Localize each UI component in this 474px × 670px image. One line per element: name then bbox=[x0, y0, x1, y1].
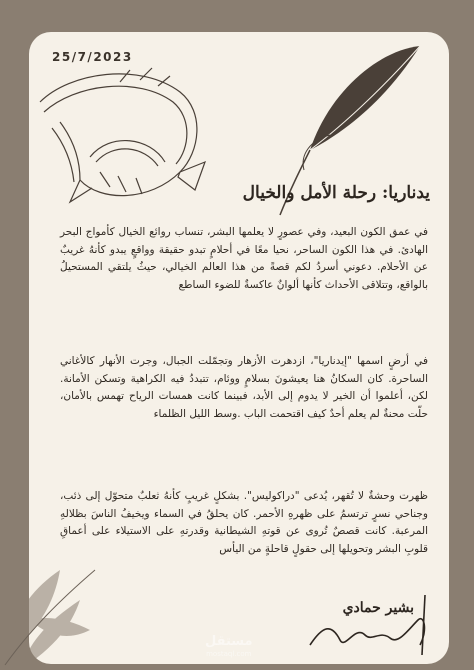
paragraph-2: في أرضٍ اسمها "إيدناريا"، ازدهرت الأزهار وتجمّلت الجبال، وجرت الأنهار كالأغاني الساحرة. كان السكانُ هنا يعيشونَ بسلامٍ ووئام، تتبددُ فيه الكراهية وتسكن الأمانة. لكن، أعلموا أن الخير لا يدوم إلى الأبد، فبينما كانت همسات الرياح تهمس بالأمان، حلّت محنةٌ لم يعلم أحدٌ كيف اقتحمت الباب .وسط الليل الظلماء bbox=[60, 355, 428, 420]
paragraph-3: ظهرت وحشةٌ لا تُقهر، يُدعى "دراكوليس". بشكلٍ غريبٍ كأنهُ ثعلبٌ متحوّل إلى ذئب، وجناحي نسرٍ ترتسمُ على ظهرهِ الأحمر. كان يحلقُ في السماء ويخيفُ الناسَ بظلالهِ المرعبة. كانت قصصٌ تُروى عن قوتهِ الشيطانية وقدرتهِ على الاستيلاء على أعماقِ قلوبِ البشر وتحويلها إلى حقولٍ قاحلةٍ من اليأس bbox=[60, 490, 428, 555]
dove-illustration bbox=[30, 62, 230, 212]
watermark-text: مستقل bbox=[205, 634, 253, 649]
leaf-branch-illustration bbox=[0, 540, 100, 670]
author-name: بشير حمادي bbox=[342, 600, 414, 616]
watermark-logo bbox=[205, 636, 253, 660]
document-title: يدناريا: رحلة الأمل والخيال bbox=[242, 183, 430, 203]
document-date: 25/7/2023 bbox=[52, 50, 133, 64]
handwritten-signature bbox=[300, 590, 440, 660]
paragraph-1: في عمق الكون البعيد، وفي عصورٍ لا يعلمها البشر، تنساب روائع الخيال كأمواج البحر الهادئ. في هذا الكون الساحر، نحيا معًا في أحلامٍ تبدو حقيقة وواقعٍ يبدو كأنهُ غريبٌ عن الأحلام. دعوني أسردُ لكم قصةً من هذا العالم الخيالي، حيثُ يلتقي المستحيلُ بالواقع، وتتلاقى الأحداث كأنها ألوانٌ عاكسةٌ للضوء الساطع bbox=[60, 226, 428, 291]
watermark-url: mostaql.com bbox=[206, 650, 252, 658]
